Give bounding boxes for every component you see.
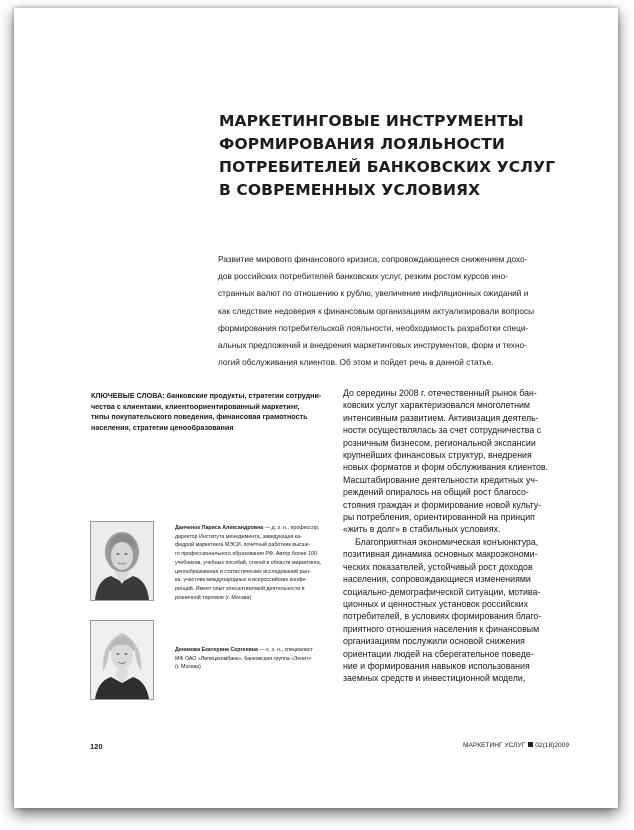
body-line: ковских услуг характеризовался многолетним: [343, 400, 530, 411]
body-line: организациям послужили основой снижения: [343, 636, 525, 647]
body-line: стояния граждан и формирование новой культу-: [343, 499, 542, 510]
title-line: В СОВРЕМЕННЫХ УСЛОВИЯХ: [219, 181, 481, 199]
article-lead: [218, 251, 574, 371]
lead-line: формирования потребительской лояльности, необходимость разработки специ-: [218, 322, 529, 333]
author-bio-line: — к. э. н., специалист: [257, 647, 313, 653]
author-bio-line: ренций. Имеет опыт консалтинговой деятельности в: [175, 585, 305, 592]
body-line: ры потребления, ориентированной на принцип: [343, 512, 535, 523]
author-bio-line: учебников, учебных пособий, статей в области маркетинга,: [175, 559, 322, 566]
body-line: интенсивным развитием. Активизация деятель-: [343, 412, 539, 423]
body-line: позитивная динамика основных макроэкономи-: [343, 549, 538, 560]
body-line: заемных средств и инвестиционной модели,: [343, 673, 526, 684]
title-line: МАРКЕТИНГОВЫЕ ИНСТРУМЕНТЫ: [219, 112, 524, 130]
page-number: 120: [90, 742, 103, 751]
body-line: населения, сопровождающиеся изменениями: [343, 574, 531, 585]
body-line: ориентации людей на сберегательное поведе-: [343, 648, 534, 659]
author-bio-line: (г. Москва): [175, 664, 201, 671]
lead-line: логий обслуживания клиентов. Об этом и пойдет речь в данной статье.: [218, 357, 494, 368]
author-bio-line: розничной торговле (г. Москва): [175, 594, 252, 601]
author-bio-line: — д. э. н., профессор,: [263, 525, 320, 531]
author-bio: [175, 646, 320, 672]
body-line: ческих показателей, устойчивый рост доходов: [343, 561, 533, 572]
title-line: ФОРМИРОВАНИЯ ЛОЯЛЬНОСТИ: [219, 135, 505, 153]
author-bio-line: федрой маркетинга МЭСИ, почетный работник высше-: [175, 542, 311, 549]
body-line: розничным бизнесом, региональной экспансии: [343, 437, 536, 448]
body-line: Масштабирование деятельности кредитных уч-: [343, 474, 538, 485]
magazine-page: [14, 8, 618, 808]
body-line: крупнейших финансовых структур, внедрения: [343, 450, 532, 461]
author-bio: [175, 524, 320, 602]
body-line: приятного отношения населения к финансовым: [343, 623, 540, 634]
author-bio-line: директор Института менеджмента, заведующая ка-: [175, 533, 302, 540]
body-line: ности осуществлялась за счет сотрудничества с: [343, 425, 542, 436]
body-line: «жить в долг» в стабильных условиях.: [343, 524, 501, 535]
keywords-line: населения, стратегии ценообразования: [91, 422, 234, 432]
square-bullet-icon: [528, 742, 533, 747]
lead-line: Развитие мирового финансового кризиса, сопровождающееся снижением дохо-: [218, 254, 528, 264]
body-line: До середины 2008 г. отечественный рынок бан-: [343, 388, 537, 398]
keywords-block: [91, 391, 336, 433]
body-line: потребителей, в условиях формирования благо-: [343, 611, 542, 622]
body-line: ционных и ценностных установок российских: [343, 598, 528, 609]
article-title: [219, 110, 559, 202]
author-name: Данченок Лариса Александровна: [175, 525, 264, 531]
author-photo: [90, 620, 154, 700]
author-bio-line: МФ ОАО «Липецккомбанк», банковская группа «Зенит»: [175, 655, 312, 662]
body-line: новых форматов и форм обслуживания клиентов.: [343, 462, 548, 473]
author-bio-line: ценообразования и статистических исследований рын-: [175, 568, 311, 575]
author-bio-line: го профессионального образования РФ. Автор более 100: [175, 551, 317, 558]
author-name: Деникова Екатерина Сергеевна: [175, 647, 258, 653]
body-line: Благоприятная экономическая конъюнктура,: [355, 536, 539, 547]
keywords-line: чества с клиентами, клиентоориентированный маркетинг,: [91, 401, 300, 411]
magazine-issue-footer: [463, 742, 569, 749]
body-line: ние и формирования навыков использования: [343, 660, 530, 671]
body-line: социально-демографической ситуации, мотива-: [343, 586, 541, 597]
article-body: [343, 387, 575, 685]
lead-line: как следствие недоверия к финансовым организациям актуализировали вопросы: [218, 305, 535, 316]
title-line: ПОТРЕБИТЕЛЕЙ БАНКОВСКИХ УСЛУГ: [219, 158, 556, 176]
author-photo: [90, 521, 154, 601]
author-bio-line: ка, участник международных и всероссийских конфе-: [175, 577, 308, 584]
magazine-name: МАРКЕТИНГ УСЛУГ: [462, 742, 526, 749]
lead-line: дов российских потребителей банковских услуг, резким ростом курсов ино-: [218, 271, 508, 282]
lead-line: странных валют по отношению к рублю, увеличение инфляционных ожиданий и: [218, 288, 529, 299]
issue-number: 02(18)2009: [535, 742, 569, 749]
keywords-line: КЛЮЧЕВЫЕ СЛОВА: банковские продукты, стратегии сотрудни-: [91, 391, 322, 400]
body-line: реждений опиралось на общий рост благосо-: [343, 487, 529, 498]
keywords-line: типы покупательского поведения, финансовая грамотность: [91, 412, 308, 421]
lead-line: альных предложений и внедрения маркетинговых инструментов, форм и техно-: [218, 340, 527, 351]
